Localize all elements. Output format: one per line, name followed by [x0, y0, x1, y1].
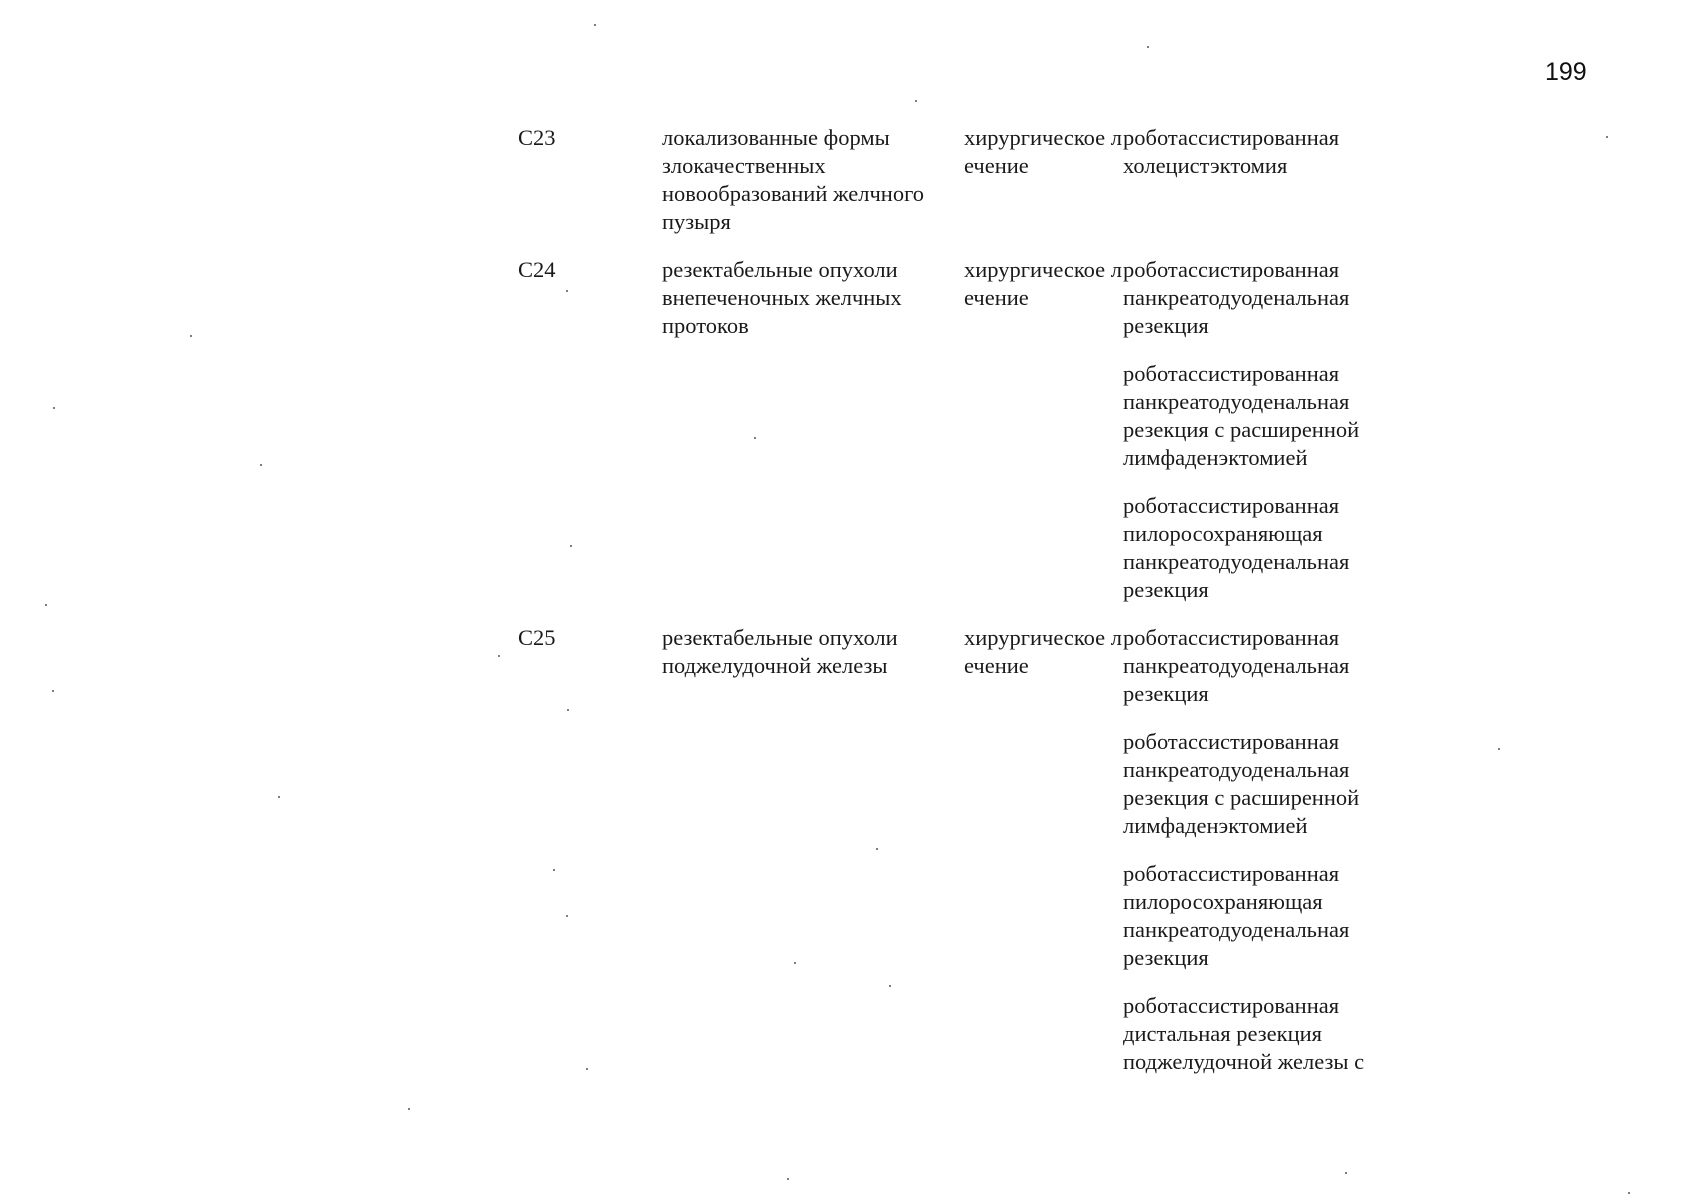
scan-speck [553, 869, 555, 871]
treatment-type: хирургическое лечение [964, 625, 1123, 678]
scan-speck [594, 24, 596, 26]
method-item: роботассистированная пилоросохраняющая панкреатодуоденальная резекция [1123, 861, 1350, 970]
treatment-type: хирургическое лечение [964, 257, 1123, 310]
table-row-c25 [518, 624, 1418, 1076]
scan-speck [408, 1108, 410, 1110]
diagnosis-text: резектабельные опухоли внепеченочных желчных протоков [662, 257, 902, 338]
method-item: роботассистированная холецистэктомия [1123, 125, 1340, 178]
method-item: роботассистированная дистальная резекция поджелудочной железы с [1123, 993, 1365, 1074]
scan-speck [190, 335, 192, 337]
scan-speck [1606, 136, 1608, 138]
method-item: роботассистированная панкреатодуоденальная резекция с расширенной лимфаденэктомией [1123, 729, 1360, 838]
diagnosis-text: резектабельные опухоли поджелудочной железы [662, 625, 898, 678]
treatment-methods [1123, 124, 1413, 180]
scan-speck [566, 915, 568, 917]
table-row-c24 [518, 256, 1418, 604]
scan-speck [1498, 748, 1500, 750]
scan-speck [260, 464, 262, 466]
method-item: роботассистированная панкреатодуоденальная резекция с расширенной лимфаденэктомией [1123, 361, 1360, 470]
icd-code: C23 [518, 125, 556, 150]
scan-speck [915, 100, 917, 102]
method-item: роботассистированная пилоросохраняющая панкреатодуоденальная резекция [1123, 493, 1350, 602]
scan-speck [278, 796, 280, 798]
method-item: роботассистированная панкреатодуоденальная резекция [1123, 257, 1350, 338]
scan-speck [498, 655, 500, 657]
scan-speck [567, 709, 569, 711]
scan-speck [794, 962, 796, 964]
scan-speck [570, 545, 572, 547]
scan-speck [53, 407, 55, 409]
icd-code: C25 [518, 625, 556, 650]
method-item: роботассистированная панкреатодуоденальная резекция [1123, 625, 1350, 706]
treatment-table [518, 124, 1418, 1096]
scan-speck [1147, 46, 1149, 48]
scan-speck [1628, 1192, 1630, 1194]
scan-speck [566, 290, 568, 292]
scan-speck [787, 1178, 789, 1180]
scan-speck [52, 690, 54, 692]
scan-speck [889, 985, 891, 987]
treatment-type: хирургическое лечение [964, 125, 1123, 178]
scan-speck [876, 848, 878, 850]
table-row-c23 [518, 124, 1418, 236]
page-number: 199 [1545, 58, 1587, 86]
scan-speck [1345, 1172, 1347, 1174]
treatment-methods [1123, 256, 1413, 604]
diagnosis-text: локализованные формы злокачественных новообразований желчного пузыря [662, 125, 925, 234]
treatment-methods [1123, 624, 1413, 1076]
scan-speck [754, 437, 756, 439]
scan-speck [45, 604, 47, 606]
icd-code: C24 [518, 257, 556, 282]
scan-speck [586, 1068, 588, 1070]
